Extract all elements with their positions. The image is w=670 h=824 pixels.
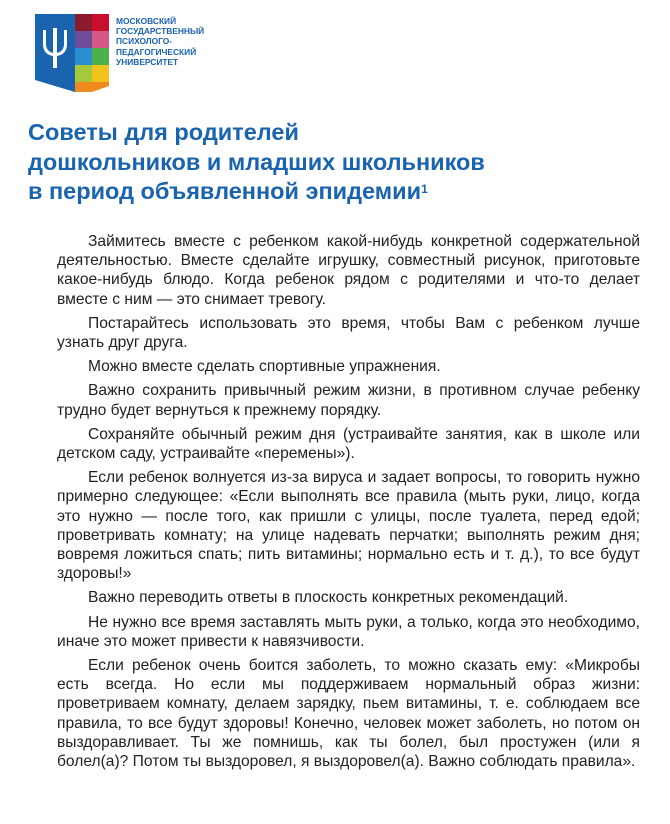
title-line-3 <box>28 177 648 207</box>
title-line-3-text: в период объявленной эпидемии <box>28 178 422 204</box>
paragraph: Не нужно все время заставлять мыть руки, а только, когда это необходимо, иначе это может привести к навязчивости. <box>57 613 640 650</box>
title-line-1: Советы для родителей <box>28 119 299 145</box>
paragraph: Важно сохранить привычный режим жизни, в противном случае ребенку трудно будет вернуться к прежнему порядку. <box>57 382 640 419</box>
paragraph: Важно переводить ответы в плоскость конкретных рекомендаций. <box>88 589 569 607</box>
paragraph: Займитесь вместе с ребенком какой-нибудь конкретной содержательной деятельностью. Вместе сделайте игрушку, совместный рисунок, приготовьте какое-нибудь блюдо. Когда ребенок рядом с родителями и что-то делает вместе с ним — это снимает тревогу. <box>57 233 640 308</box>
psi-logo-icon <box>35 14 110 92</box>
paragraph: Если ребенок очень боится заболеть, то можно сказать ему: «Микробы есть всегда. Но если мы поддерживаем нормальный образ жизни: проветриваем комнату, делаем зарядку, пьем витамины, т. е. соблюдаем все правила, то все будут здоровы! Конечно, человек может заболеть, но потом он выздоравливает. Ты же помнишь, как ты болел, был простужен (или я болел(а)? Потом ты выздоровел, я выздоровел(а). Важно соблюдать правила». <box>57 657 640 771</box>
footnote-mark: 1 <box>421 182 428 196</box>
page-title <box>28 118 648 207</box>
advice-body <box>57 232 640 776</box>
paragraph: Можно вместе сделать спортивные упражнения. <box>88 358 441 376</box>
university-name-line: ГОСУДАРСТВЕННЫЙ <box>116 26 205 37</box>
university-name-line: ПЕДАГОГИЧЕСКИЙ <box>116 46 197 57</box>
paragraph: Постарайтесь использовать это время, чтобы Вам с ребенком лучше узнать друг друга. <box>57 314 640 352</box>
paragraph: Если ребенок волнуется из-за вируса и задает вопросы, то говорить нужно примерно следующее: «Если выполнять все правила (мыть руки, лицо, когда это нужно — после того, как пришли с улицы, после туалета, перед едой; проветривать комнату; на улице надевать перчатки; выполнять режим дня; вовремя ложиться спать; пить витамины; нормально есть и т. д.), то все будут здоровы!» <box>57 469 640 583</box>
university-name-line: ПСИХОЛОГО- <box>116 36 173 47</box>
paragraph: Сохраняйте обычный режим дня (устраивайте занятия, как в школе или детском саду, устраивайте «перемены»). <box>57 425 640 463</box>
university-name <box>116 16 276 67</box>
university-name-line: УНИВЕРСИТЕТ <box>116 56 179 67</box>
title-line-2: дошкольников и младших школьников <box>28 148 485 175</box>
university-name-line: МОСКОВСКИЙ <box>116 16 177 26</box>
